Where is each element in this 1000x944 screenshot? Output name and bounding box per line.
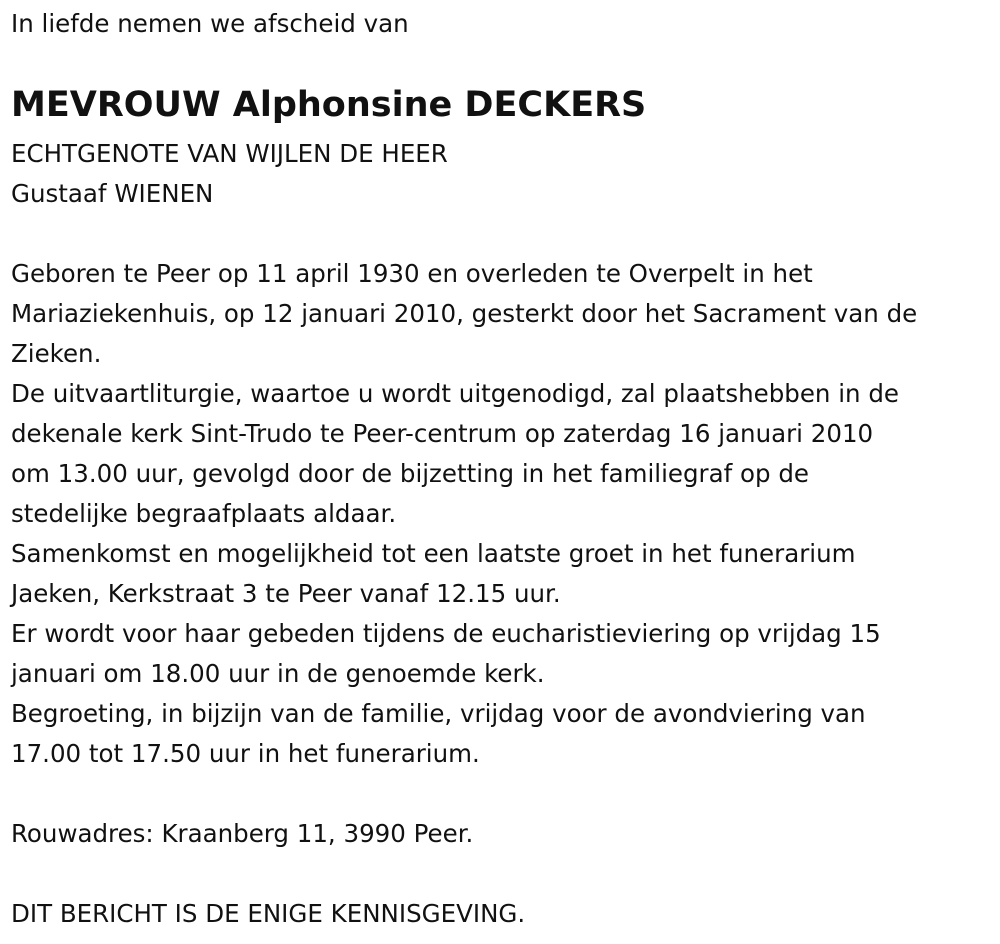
body-line: Samenkomst en mogelijkheid tot een laatste groet in het funerarium	[11, 539, 856, 568]
spouse-line: ECHTGENOTE VAN WIJLEN DE HEER	[11, 139, 448, 168]
body-line: januari om 18.00 uur in de genoemde kerk.	[11, 659, 545, 688]
body-line: stedelijke begraafplaats aldaar.	[11, 499, 397, 528]
intro-text: In liefde nemen we afscheid van	[11, 9, 409, 38]
body-line: Er wordt voor haar gebeden tijdens de eucharistieviering op vrijdag 15	[11, 619, 881, 648]
notice-text: DIT BERICHT IS DE ENIGE KENNISGEVING.	[11, 899, 526, 928]
spouse-name: Gustaaf WIENEN	[11, 179, 214, 208]
body-line: De uitvaartliturgie, waartoe u wordt uitgenodigd, zal plaatshebben in de	[11, 379, 899, 408]
body-line: 17.00 tot 17.50 uur in het funerarium.	[11, 739, 480, 768]
deceased-name: MEVROUW Alphonsine DECKERS	[11, 85, 647, 125]
body-line: Jaeken, Kerkstraat 3 te Peer vanaf 12.15 uur.	[11, 579, 561, 608]
body-line: Geboren te Peer op 11 april 1930 en overleden te Overpelt in het	[11, 259, 813, 288]
body-line: om 13.00 uur, gevolgd door de bijzetting in het familiegraf op de	[11, 459, 809, 488]
body-line: dekenale kerk Sint-Trudo te Peer-centrum op zaterdag 16 januari 2010	[11, 419, 874, 448]
body-line: Mariaziekenhuis, op 12 januari 2010, gesterkt door het Sacrament van de	[11, 299, 918, 328]
mourning-address: Rouwadres: Kraanberg 11, 3990 Peer.	[11, 819, 474, 848]
body-line: Begroeting, in bijzijn van de familie, vrijdag voor de avondviering van	[11, 699, 866, 728]
body-line: Zieken.	[11, 339, 102, 368]
